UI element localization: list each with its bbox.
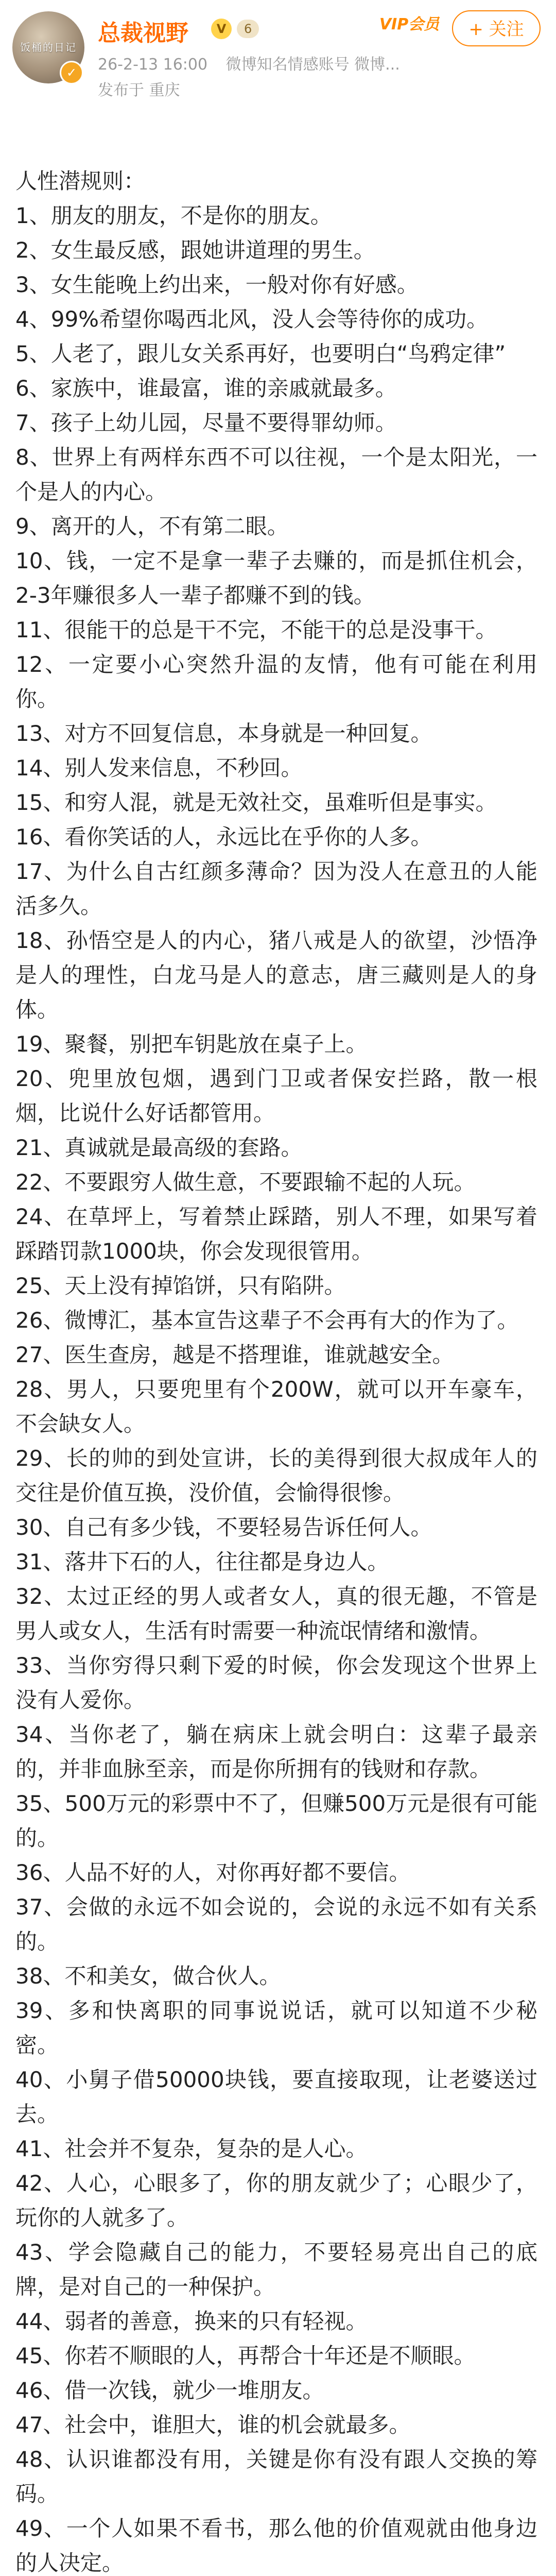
rule-item: 36、人品不好的人，对你再好都不要信。	[15, 1860, 411, 1885]
rule-item: 6、家族中，谁最富，谁的亲戚就最多。	[15, 376, 397, 401]
rule-item: 12、一定要小心突然升温的友情，他有可能在利用你。	[15, 652, 537, 711]
rule-item: 43、学会隐藏自己的能力，不要轻易亮出自己的底牌，是对自己的一种保护。	[15, 2240, 537, 2299]
rule-item: 19、聚餐，别把车钥匙放在桌子上。	[15, 1031, 368, 1057]
rule-item: 30、自己有多少钱，不要轻易告诉任何人。	[15, 1515, 432, 1540]
rule-item: 47、社会中，谁胆大，谁的机会就最多。	[15, 2412, 411, 2437]
level-badge: 6	[237, 20, 259, 38]
rule-item: 29、长的帅的到处宣讲，长的美得到很大叔成年人的交往是价值互换，没价值，会愉得很惨。	[15, 1446, 537, 1505]
rule-item: 14、别人发来信息，不秒回。	[15, 755, 303, 781]
rule-item: 45、你若不顺眼的人，再帮合十年还是不顺眼。	[15, 2343, 476, 2368]
rule-item: 10、钱，一定不是拿一辈子去赚的，而是抓住机会，2-3年赚很多人一辈子都赚不到的钱。	[15, 548, 537, 608]
follow-button[interactable]: + 关注	[452, 10, 541, 46]
rule-item: 44、弱者的善意，换来的只有轻视。	[15, 2309, 368, 2334]
rule-item: 26、微博汇，基本宣告这辈子不会再有大的作为了。	[15, 1308, 519, 1333]
rule-item: 27、医生查房，越是不搭理谁，谁就越安全。	[15, 1342, 454, 1367]
rule-item: 11、很能干的总是干不完，不能干的总是没事干。	[15, 617, 497, 642]
rule-item: 20、兜里放包烟，遇到门卫或者保安拦路，散一根烟，比说什么好话都管用。	[15, 1066, 537, 1126]
rule-item: 40、小舅子借50000块钱，要直接取现，让老婆送过去。	[15, 2067, 537, 2127]
rule-item: 22、不要跟穷人做生意，不要跟输不起的人玩。	[15, 1170, 476, 1195]
rule-item: 28、男人，只要兜里有个200W，就可以开车豪车，不会缺女人。	[15, 1377, 537, 1436]
rule-item: 46、借一次钱，就少一堆朋友。	[15, 2378, 324, 2403]
rule-item: 5、人老了，跟儿女关系再好，也要明白“鸟鸦定律”	[15, 341, 506, 366]
rule-item: 35、500万元的彩票中不了，但赚500万元是很有可能的。	[15, 1791, 537, 1851]
rule-item: 34、当你老了，躺在病床上就会明白：这辈子最亲的，并非血脉至亲，而是你所拥有的钱财和存款。	[15, 1722, 537, 1782]
rule-item: 4、99%希望你喝西北风，没人会等待你的成功。	[15, 307, 489, 332]
rule-item: 1、朋友的朋友，不是你的朋友。	[15, 203, 332, 228]
rule-item: 25、天上没有掉馅饼，只有陷阱。	[15, 1273, 346, 1298]
avatar-text: 饭桶的日记	[20, 41, 77, 54]
post-meta	[98, 52, 413, 74]
rule-item: 3、女生能晚上约出来，一般对你有好感。	[15, 272, 419, 297]
rule-item: 8、世界上有两样东西不可以往视，一个是太阳光，一个是人的内心。	[15, 445, 537, 504]
rule-item: 33、当你穷得只剩下爱的时候，你会发现这个世界上没有人爱你。	[15, 1653, 537, 1713]
post-header	[0, 0, 556, 161]
rule-item: 48、认识谁都没有用，关键是你有没有跟人交换的筹码。	[15, 2447, 537, 2506]
vip-icon: V	[211, 19, 232, 39]
rule-item: 49、一个人如果不看书，那么他的价值观就由他身边的人决定。	[15, 2516, 537, 2575]
rule-item: 21、真诚就是最高级的套路。	[15, 1135, 303, 1160]
rule-item: 17、为什么自古红颜多薄命？因为没人在意丑的人能活多久。	[15, 859, 537, 919]
rule-item: 41、社会并不复杂，复杂的是人心。	[15, 2136, 368, 2161]
post-body	[0, 164, 556, 2576]
rule-item: 42、人心，心眼多了，你的朋友就少了；心眼少了，玩你的人就多了。	[15, 2171, 537, 2230]
rules-list	[8, 198, 548, 2576]
verified-badge-icon: ✓	[60, 61, 83, 84]
username[interactable]: 总裁视野	[98, 20, 188, 46]
vip-member-tag: VIP会员	[379, 15, 440, 33]
rule-item: 39、多和快离职的同事说说话，就可以知道不少秘密。	[15, 1998, 537, 2058]
rule-item: 15、和穷人混，就是无效社交，虽难听但是事实。	[15, 790, 497, 815]
rule-item: 32、太过正经的男人或者女人，真的很无趣，不管是男人或女人，生活有时需要一种流氓情绪和激情。	[15, 1584, 537, 1643]
rule-item: 24、在草坪上，写着禁止踩踏，别人不理，如果写着踩踏罚款1000块，你会发现很管用。	[15, 1204, 537, 1264]
rule-item: 2、女生最反感，跟她讲道理的男生。	[15, 238, 375, 263]
rule-item: 13、对方不回复信息，本身就是一种回复。	[15, 721, 432, 746]
rule-item: 18、孙悟空是人的内心，猪八戒是人的欲望，沙悟净是人的理性，白龙马是人的意志，唐三藏则是人的身体。	[15, 928, 537, 1022]
rule-item: 9、离开的人，不有第二眼。	[15, 514, 289, 539]
post-timestamp: 26-2-13 16:00	[98, 56, 208, 74]
certification-text: 微博知名情感账号 微博...	[225, 56, 400, 74]
rule-item: 38、不和美女，做合伙人。	[15, 1963, 281, 1989]
rule-item: 37、会做的永远不如会说的，会说的永远不如有关系的。	[15, 1894, 537, 1954]
article-intro: 人性潜规则：	[15, 168, 146, 194]
post-source: 发布于 重庆	[98, 81, 180, 99]
rule-item: 16、看你笑话的人，永远比在乎你的人多。	[15, 824, 432, 850]
rule-item: 31、落井下石的人，往往都是身边人。	[15, 1549, 389, 1574]
rule-item: 7、孩子上幼儿园，尽量不要得罪幼师。	[15, 410, 397, 435]
